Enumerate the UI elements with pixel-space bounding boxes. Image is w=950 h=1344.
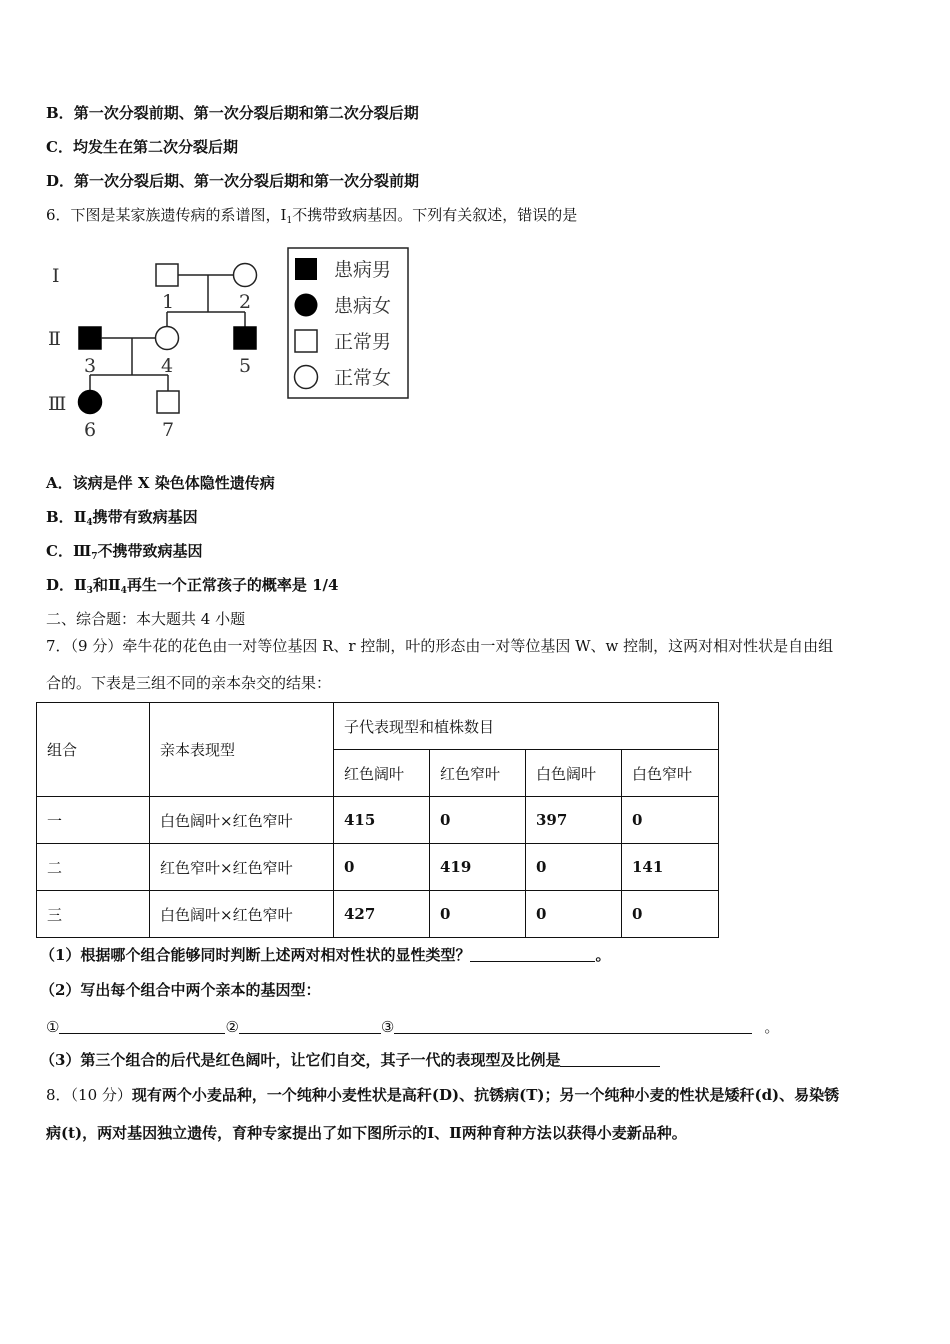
q8-stem-line1 [46,1084,839,1105]
q7-sub2-blanks [46,1016,779,1037]
header-offspring: 子代表现型和植株数目 [334,703,719,750]
subheader-red-narrow: 红色窄叶 [430,750,526,797]
individual-2-normal-female [234,264,257,287]
header-parent: 亲本表现型 [150,703,334,797]
legend-label-affected-male: 患病男 [334,259,392,281]
q7-stem-line2: 合的。下表是三组不同的亲本杂交的结果： [46,674,332,692]
question-score: （10 分） [70,1086,132,1104]
individual-7-normal-male [157,391,179,413]
individual-4-normal-female [156,327,179,350]
subscript: 4 [120,586,127,596]
cell-value: 397 [526,797,622,844]
circle-number-1: ① [46,1018,60,1036]
option-text: 不携带致病基因 [97,542,203,560]
q6-option-b [46,506,198,528]
option-letter: A． [46,474,73,492]
cell-parent: 红色窄叶×红色窄叶 [150,844,334,891]
answer-blank-1[interactable] [59,1019,225,1034]
q6-stem [46,204,577,226]
stem-text: 不携带致病基因。下列有关叙述，错误的是 [292,206,578,224]
q6-option-d [46,574,338,596]
option-text: 该病是伴 X 染色体隐性遗传病 [72,474,275,492]
subscript: 4 [86,518,93,528]
individual-label-2: 2 [239,291,252,313]
option-letter: B． [46,104,74,122]
legend-normal-female-icon [295,366,318,389]
punctuation: 。 [595,946,611,964]
legend-affected-female-icon [295,294,318,317]
q7-sub3 [40,1049,660,1070]
individual-label-4: 4 [161,355,174,377]
q7-stem-line1 [46,635,833,656]
cell-group: 一 [37,797,150,844]
roman-numeral: Ⅱ [74,576,87,594]
individual-6-affected-female [79,391,102,414]
legend-affected-male-icon [295,258,317,280]
subheader-white-broad: 白色阔叶 [526,750,622,797]
q5-option-c [46,136,238,157]
individual-label-1: 1 [162,291,175,313]
table-row [37,797,719,844]
option-text: 均发生在第二次分裂后期 [72,138,238,156]
cell-value: 419 [430,844,526,891]
q6-option-a [46,472,275,493]
pedigree-chart [40,240,420,445]
individual-3-affected-male [79,327,101,349]
cell-group: 三 [37,891,150,938]
subheader-red-broad: 红色阔叶 [334,750,430,797]
circle-number-2: ② [225,1018,239,1036]
subscript: 7 [91,552,98,562]
sub-question-text: （3）第三个组合的后代是红色阔叶，让它们自交，其子一代的表现型及比例是 [40,1051,561,1069]
section-heading: 二、综合题：本大题共 4 小题 [46,610,246,628]
option-text: 携带有致病基因 [92,508,198,526]
cell-value: 0 [622,797,719,844]
answer-blank-3[interactable] [394,1019,752,1034]
cell-value: 0 [622,891,719,938]
gen-label-1: Ⅰ [52,265,60,287]
question-number: 8． [46,1086,71,1104]
option-letter: D． [46,172,75,190]
table-row [37,891,719,938]
stem-subscript: 1 [286,216,293,226]
cell-group: 二 [37,844,150,891]
cell-value: 0 [334,844,430,891]
individual-1-normal-male [156,264,178,286]
subheader-white-narrow: 白色窄叶 [622,750,719,797]
cross-results-table [36,702,719,938]
gen-label-3: Ⅲ [48,393,67,415]
individual-label-6: 6 [84,419,97,441]
answer-blank[interactable] [560,1052,660,1067]
cell-value: 141 [622,844,719,891]
answer-blank[interactable] [470,947,595,962]
cell-value: 0 [430,891,526,938]
stem-text: 现有两个小麦品种，一个纯种小麦性状是高秆(D)、抗锈病(T)；另一个纯种小麦的性状是矮秆(d)、易染锈 [131,1086,840,1104]
cell-parent: 白色阔叶×红色窄叶 [150,891,334,938]
option-text: 第一次分裂前期、第一次分裂后期和第二次分裂后期 [73,104,419,122]
legend-label-normal-female: 正常女 [334,367,392,389]
answer-blank-2[interactable] [239,1019,381,1034]
q5-option-d [46,170,419,191]
cell-value: 0 [526,891,622,938]
individual-label-5: 5 [239,355,252,377]
individual-5-affected-male [234,327,256,349]
sub-question-text: （1）根据哪个组合能够同时判断上述两对相对性状的显性类型？ [40,946,471,964]
subscript: 3 [86,586,93,596]
option-letter: B． [46,508,74,526]
gen-label-2: Ⅱ [48,328,61,350]
option-text: 第一次分裂后期、第一次分裂后期和第一次分裂前期 [74,172,420,190]
cell-value: 0 [526,844,622,891]
legend-label-normal-male: 正常男 [334,331,392,353]
header-group: 组合 [37,703,150,797]
question-score: （9 分） [70,637,123,655]
roman-numeral: Ⅱ [73,508,87,526]
q5-option-b [46,102,419,123]
punctuation: 。 [764,1018,780,1036]
q6-option-c [46,540,203,562]
q7-sub1 [40,944,610,965]
option-text: 再生一个正常孩子的概率是 1/4 [126,576,339,594]
question-number: 7． [46,637,71,655]
circle-number-3: ③ [380,1018,395,1036]
q7-sub2: （2）写出每个组合中两个亲本的基因型： [40,981,321,999]
cell-value: 427 [334,891,430,938]
q8-stem-line2: 病(t)，两对基因独立遗传，育种专家提出了如下图所示的Ⅰ、Ⅱ两种育种方法以获得小麦新品种。 [46,1124,687,1142]
legend-label-affected-female: 患病女 [334,295,392,317]
cell-value: 415 [334,797,430,844]
roman-numeral: Ⅲ [72,542,92,560]
individual-label-3: 3 [84,355,97,377]
question-number: 6． [46,206,71,224]
cell-value: 0 [430,797,526,844]
table-row [37,844,719,891]
option-text: 和Ⅱ [92,576,121,594]
legend-normal-male-icon [295,330,317,352]
option-letter: C． [46,138,73,156]
individual-label-7: 7 [162,419,175,441]
cell-parent: 白色阔叶×红色窄叶 [150,797,334,844]
stem-text: 牵牛花的花色由一对等位基因 R、r 控制，叶的形态由一对等位基因 W、w 控制，这两对相对性状是自由组 [122,637,834,655]
option-letter: C． [46,542,73,560]
stem-text: 下图是某家族遗传病的系谱图，Ⅰ [70,206,287,224]
option-letter: D． [46,576,75,594]
